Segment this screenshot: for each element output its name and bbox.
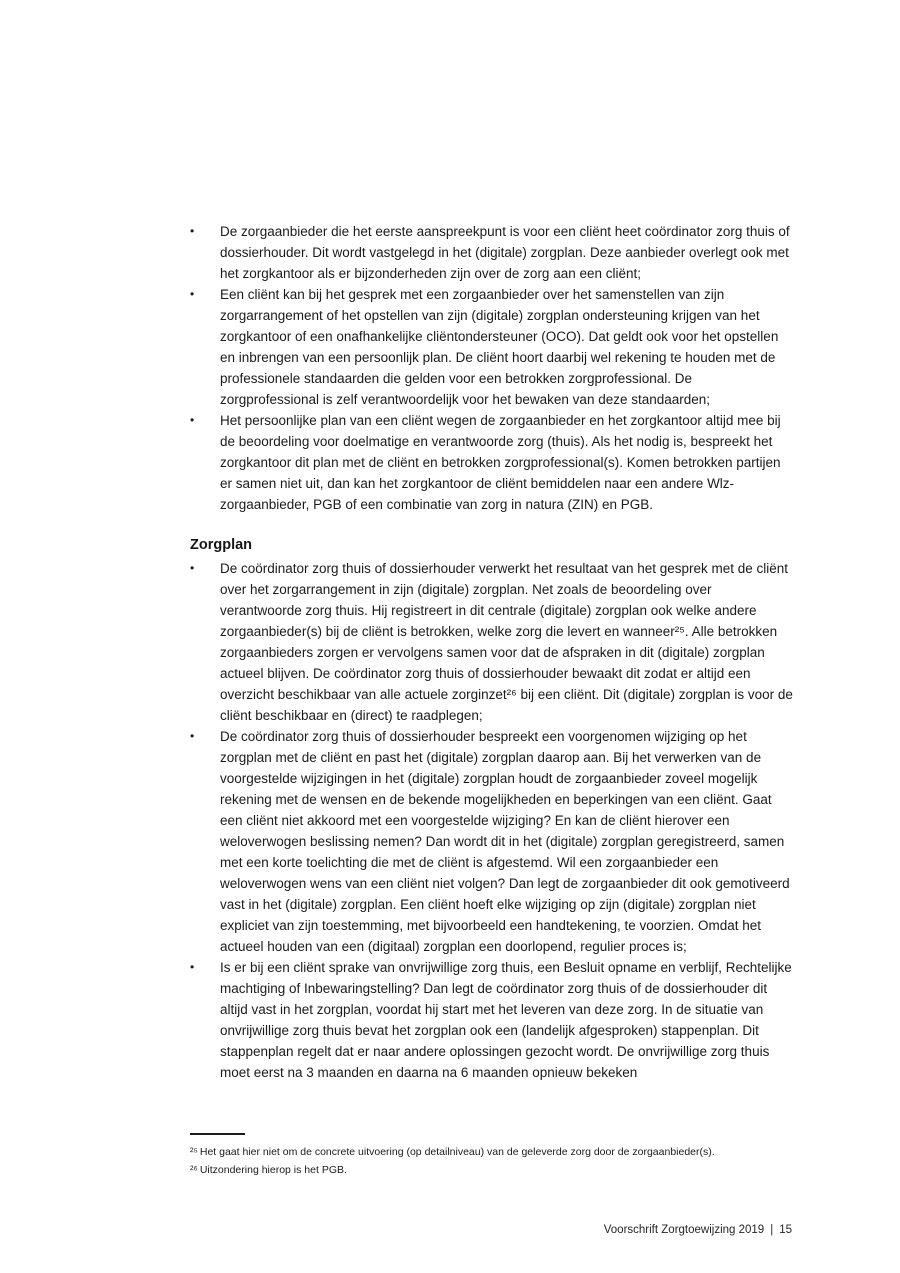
list-item-text: De coördinator zorg thuis of dossierhouder bespreekt een voorgenomen wijziging op het zorgplan met de cliënt en past het (digitale) zorgplan daarop aan. Bij het verwerken van de voorgestelde wijzigingen in het (digitale) zorgplan houdt de zorgaanbieder zoveel mogelijk rekening met de wensen en de bekende mogelijkheden en beperkingen van een cliënt. Gaat een cliënt niet akkoord met een voorgestelde wijziging? En kan de cliënt hierover een weloverwogen beslissing nemen? Dan wordt dit in het (digitale) zorgplan geregistreerd, samen met een korte toelichting die met de cliënt is afgestemd. Wil een zorgaanbieder een weloverwogen wens van een cliënt niet volgen? Dan legt de zorgaanbieder dit ook gemotiveerd vast in het (digitale) zorgplan. Een cliënt hoeft elke wijziging op zijn (digitale) zorgplan niet expliciet van zijn toestemming, met bijvoorbeeld een handtekening, te voorzien. Omdat het actueel houden van een (digitaal) zorgplan een doorlopend, regulier proces is; <box>220 729 790 954</box>
list-item-text: Is er bij een cliënt sprake van onvrijwillige zorg thuis, een Besluit opname en verblijf, Rechtelijke machtiging of Inbewaringstelling? Dan legt de coördinator zorg thuis of de dossierhouder dit altijd vast in het zorgplan, voordat hij start met het leveren van deze zorg. In de situatie van onvrijwillige zorg thuis bevat het zorgplan ook een (landelijk afgesproken) stappenplan. Dit stappenplan regelt dat er naar andere oplossingen gezocht wordt. De onvrijwillige zorg thuis moet eerst na 3 maanden en daarna na 6 maanden opnieuw bekeken <box>220 960 792 1080</box>
footnote <box>190 1162 794 1180</box>
footnote-area <box>190 1133 794 1179</box>
footer-separator: | <box>770 1224 774 1236</box>
list-item <box>190 221 794 284</box>
footnote <box>190 1144 794 1162</box>
bullet-icon: • <box>190 960 195 974</box>
page-footer <box>604 1222 792 1238</box>
bullet-icon: • <box>190 287 195 301</box>
list-item <box>190 284 794 410</box>
bullet-list-zorgplan <box>190 558 794 1083</box>
footer-document-title: Voorschrift Zorgtoewijzing 2019 <box>603 1224 765 1236</box>
list-item-text: De zorgaanbieder die het eerste aanspreekpunt is voor een cliënt heet coördinator zorg thuis of dossierhouder. Dit wordt vastgelegd in het (digitale) zorgplan. Deze aanbieder overlegt ook met het zorgkantoor als er bijzonderheden zijn over de zorg aan een cliënt; <box>220 224 790 281</box>
footnote-divider <box>190 1133 245 1135</box>
list-item-text: Het persoonlijke plan van een cliënt wegen de zorgaanbieder en het zorgkantoor altijd mee bij de beoordeling voor doelmatige en verantwoorde zorg (thuis). Als het nodig is, bespreekt het zorgkantoor dit plan met de cliënt en betrokken zorgprofessional(s). Komen betrokken partijen er samen niet uit, dan kan het zorgkantoor de cliënt bemiddelen naar een andere Wlz-zorgaanbieder, PGB of een combinatie van zorg in natura (ZIN) en PGB. <box>220 413 781 512</box>
list-item-text: De coördinator zorg thuis of dossierhouder verwerkt het resultaat van het gesprek met de cliënt over het zorgarrangement in zijn (digitale) zorgplan. Net zoals de beoordeling over verantwoorde zorg thuis. Hij registreert in dit centrale (digitale) zorgplan ook welke andere zorgaanbieder(s) bij de cliënt is betrokken, welke zorg die levert en wanneer²⁵. Alle betrokken zorgaanbieders zorgen er vervolgens samen voor dat de afspraken in dit (digitale) zorgplan actueel blijven. De coördinator zorg thuis of dossierhouder bewaakt dit zodat er altijd een overzicht beschikbaar van alle actuele zorginzet²⁶ bij een cliënt. Dit (digitale) zorgplan is voor de cliënt beschikbaar en (direct) te raadplegen; <box>220 561 793 723</box>
bullet-icon: • <box>190 224 195 238</box>
list-item-text: Een cliënt kan bij het gesprek met een zorgaanbieder over het samenstellen van zijn zorgarrangement of het opstellen van zijn (digitale) zorgplan ondersteuning krijgen van het zorgkantoor of een onafhankelijke cliëntondersteuner (OCO). Dat geldt ook voor het opstellen en inbrengen van een persoonlijk plan. De cliënt hoort daarbij wel rekening te houden met de professionele standaarden die gelden voor een betrokken zorgprofessional. De zorgprofessional is zelf verantwoordelijk voor het bewaken van deze standaarden; <box>220 287 779 407</box>
bullet-icon: • <box>190 561 195 575</box>
footnote-text: Uitzondering hierop is het PGB. <box>199 1163 347 1176</box>
footer-page-number: 15 <box>779 1224 792 1236</box>
section-heading-zorgplan: Zorgplan <box>190 537 253 553</box>
list-item <box>190 726 794 957</box>
footnote-text: Het gaat hier niet om de concrete uitvoering (op detailniveau) van de geleverde zorg door de zorgaanbieder(s). <box>199 1146 715 1158</box>
list-item <box>190 957 794 1083</box>
footnote-marker: ²⁶ <box>190 1163 198 1176</box>
bullet-icon: • <box>190 729 195 743</box>
document-body <box>190 221 794 1083</box>
footnote-marker: ²⁵ <box>190 1146 198 1158</box>
list-item <box>190 410 794 515</box>
bullet-list-top <box>190 221 794 515</box>
bullet-icon: • <box>190 413 195 427</box>
list-item <box>190 558 794 726</box>
